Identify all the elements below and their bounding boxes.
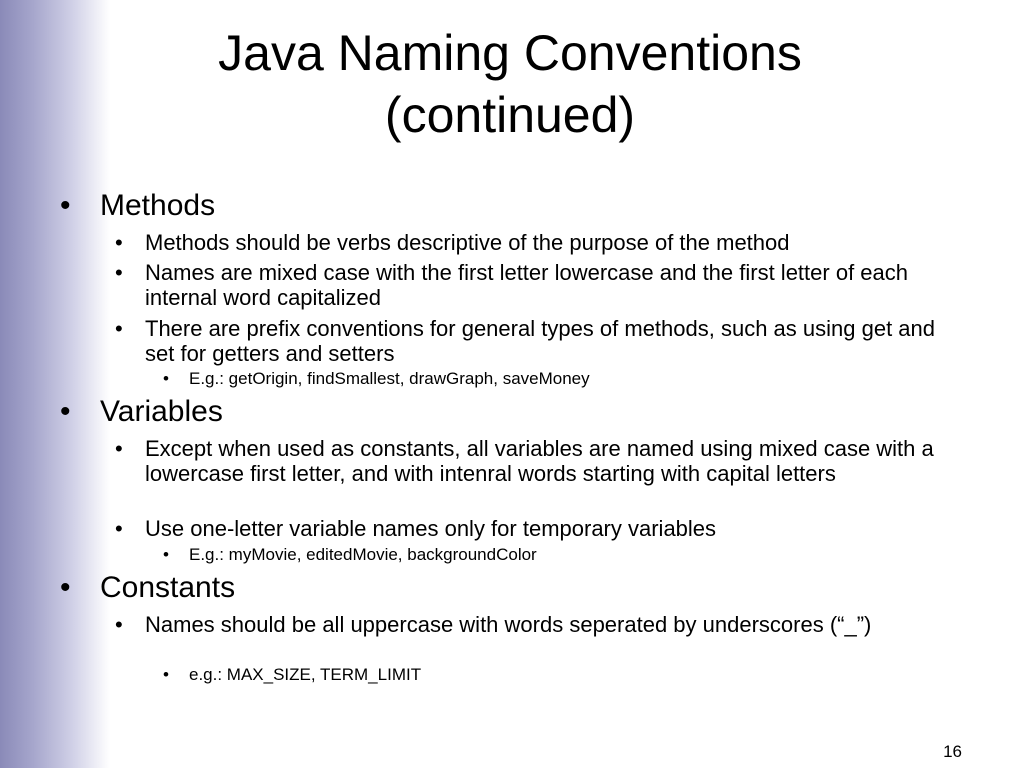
list-item: Names should be all uppercase with words seperated by underscores (“_”) — [145, 612, 872, 637]
bullet-marker: • — [60, 395, 71, 428]
slide-title-line-2: (continued) — [384, 87, 636, 143]
section-heading-methods: Methods — [100, 189, 216, 222]
example-item: E.g.: myMovie, editedMovie, backgroundColor — [189, 545, 537, 564]
bullet-marker: • — [163, 665, 169, 684]
bullet-marker: • — [60, 571, 71, 604]
bullet-marker: • — [115, 230, 123, 255]
page-number: 16 — [943, 742, 962, 761]
bullet-marker: • — [163, 545, 169, 564]
list-item: Except when used as constants, all variables are named using mixed case with a lowercase first letter, and with intenral words starting with capital letters — [145, 436, 934, 486]
bullet-marker: • — [115, 260, 123, 285]
side-gradient-bar — [0, 0, 110, 768]
bullet-marker: • — [115, 436, 123, 461]
bullet-marker: • — [115, 316, 123, 341]
slide-title — [130, 22, 890, 146]
slide-title-line-1: Java Naming Conventions — [218, 25, 802, 81]
example-item: e.g.: MAX_SIZE, TERM_LIMIT — [189, 665, 422, 684]
section-heading-constants: Constants — [100, 571, 236, 604]
list-item: There are prefix conventions for general types of methods, such as using get and set for getters and setters — [145, 316, 936, 366]
bullet-marker: • — [115, 516, 123, 541]
bullet-marker: • — [60, 189, 71, 222]
list-item: Methods should be verbs descriptive of the purpose of the method — [145, 230, 790, 255]
bullet-marker: • — [163, 369, 169, 388]
list-item: Use one-letter variable names only for temporary variables — [145, 516, 717, 541]
list-item: Names are mixed case with the first letter lowercase and the first letter of each internal word capitalized — [145, 260, 908, 310]
example-item: E.g.: getOrigin, findSmallest, drawGraph, saveMoney — [189, 369, 590, 388]
bullet-marker: • — [115, 612, 123, 637]
section-heading-variables: Variables — [100, 395, 223, 428]
